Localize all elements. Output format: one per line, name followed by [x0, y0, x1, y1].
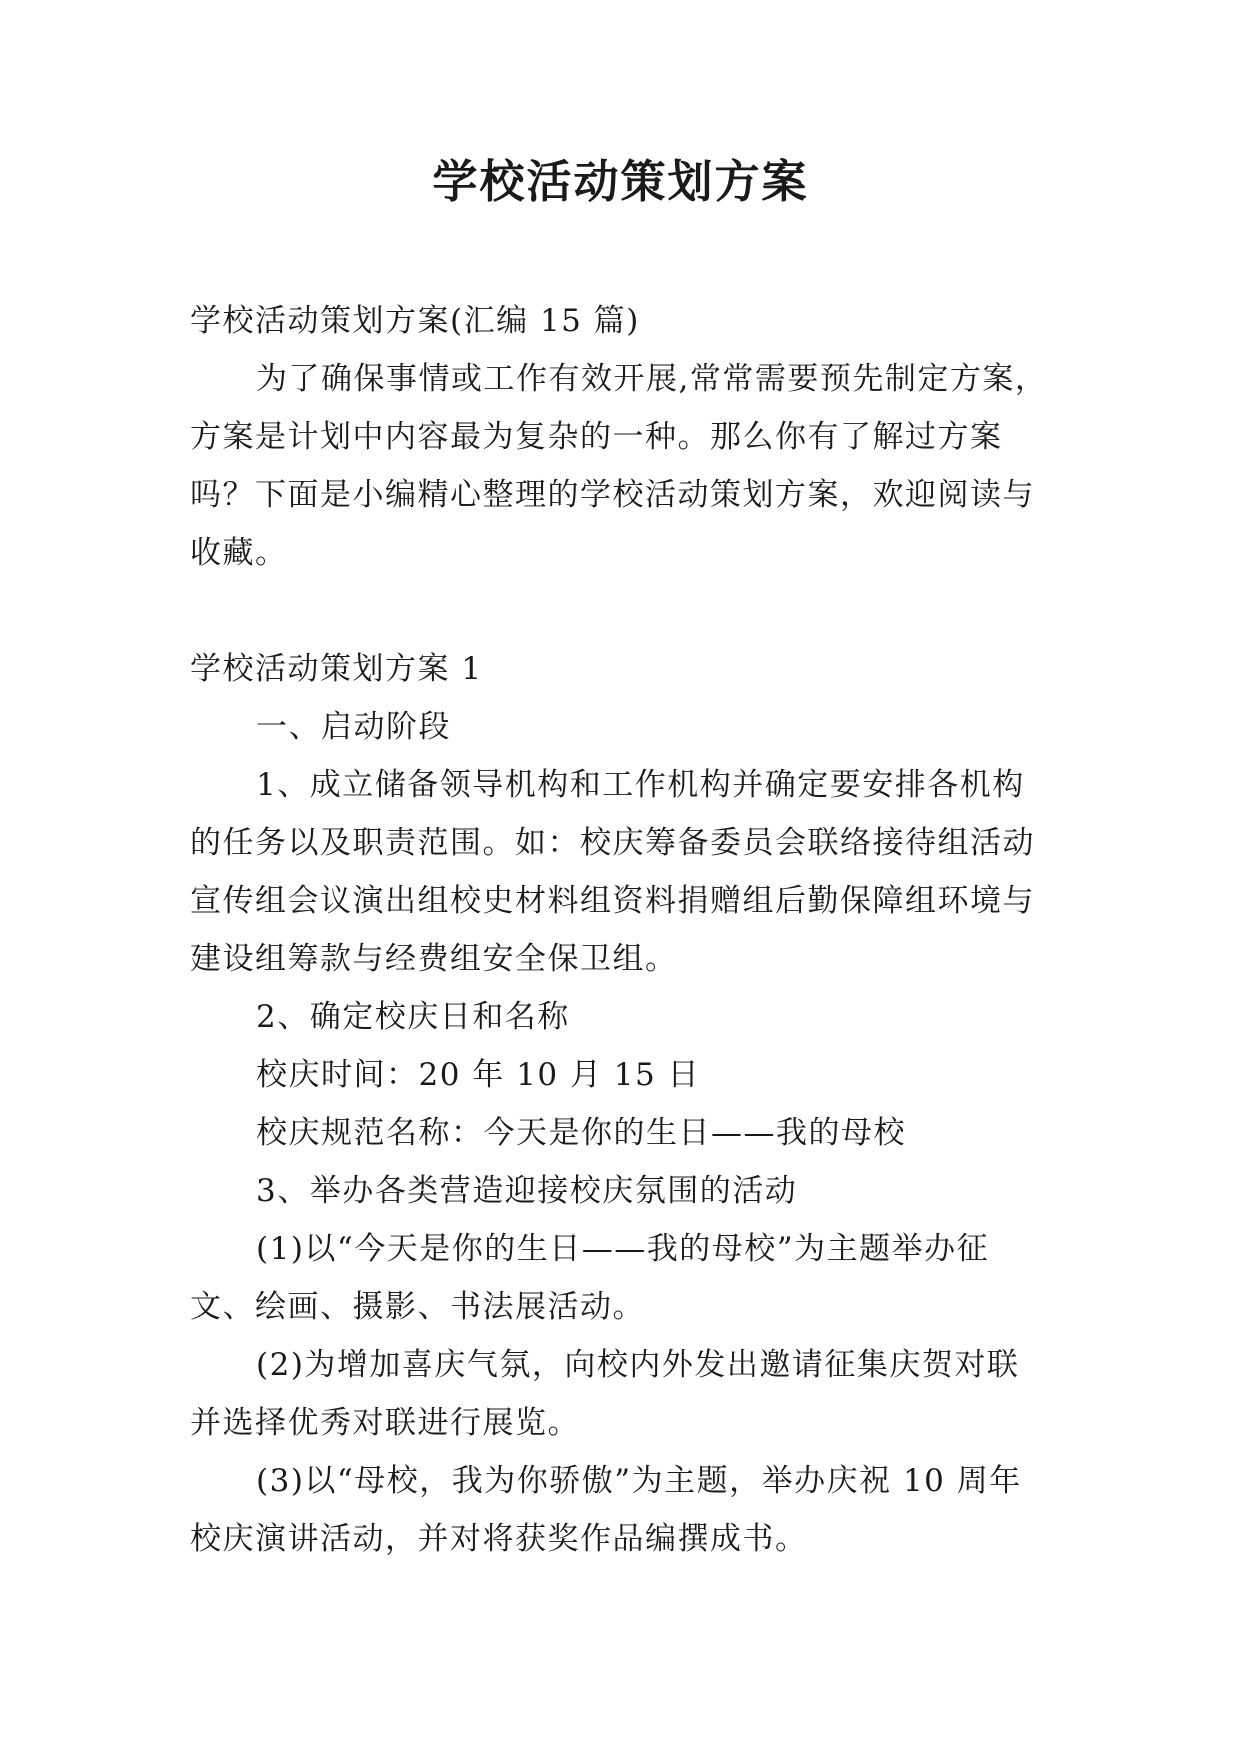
anniversary-name-line: 校庆规范名称：今天是你的生日——我的母校	[256, 1115, 906, 1151]
section-heading: 学校活动策划方案 1	[190, 651, 483, 687]
document-body	[190, 292, 1050, 1568]
item-2-paragraph: 2、确定校庆日和名称	[256, 999, 570, 1035]
paragraph-spacer	[190, 582, 1050, 640]
document-subtitle: 学校活动策划方案(汇编 15 篇)	[190, 303, 640, 339]
sub-item-3-paragraph: (3)以“母校，我为你骄傲”为主题，举办庆祝 10 周年校庆演讲活动，并对将获奖作品编撰成书。	[190, 1463, 1022, 1557]
sub-item-2-paragraph: (2)为增加喜庆气氛，向校内外发出邀请征集庆贺对联并选择优秀对联进行展览。	[190, 1347, 1020, 1441]
item-3-paragraph: 3、举办各类营造迎接校庆氛围的活动	[256, 1173, 798, 1209]
item-1-paragraph: 1、成立储备领导机构和工作机构并确定要安排各机构的任务以及职责范围。如：校庆筹备委员会联络接待组活动宣传组会议演出组校史材料组资料捐赠组后勤保障组环境与建设组筹款与经费组安全保卫组。	[190, 767, 1035, 977]
document-title: 学校活动策划方案	[432, 155, 809, 208]
anniversary-date-line: 校庆时间：20 年 10 月 15 日	[256, 1057, 701, 1093]
intro-paragraph: 为了确保事情或工作有效开展,常常需要预先制定方案，方案是计划中内容最为复杂的一种。那么你有了解过方案吗？下面是小编精心整理的学校活动策划方案，欢迎阅读与收藏。	[190, 361, 1048, 571]
sub-item-1-paragraph: (1)以“今天是你的生日——我的母校”为主题举办征文、绘画、摄影、书法展活动。	[190, 1231, 990, 1325]
stage-heading: 一、启动阶段	[256, 709, 451, 745]
